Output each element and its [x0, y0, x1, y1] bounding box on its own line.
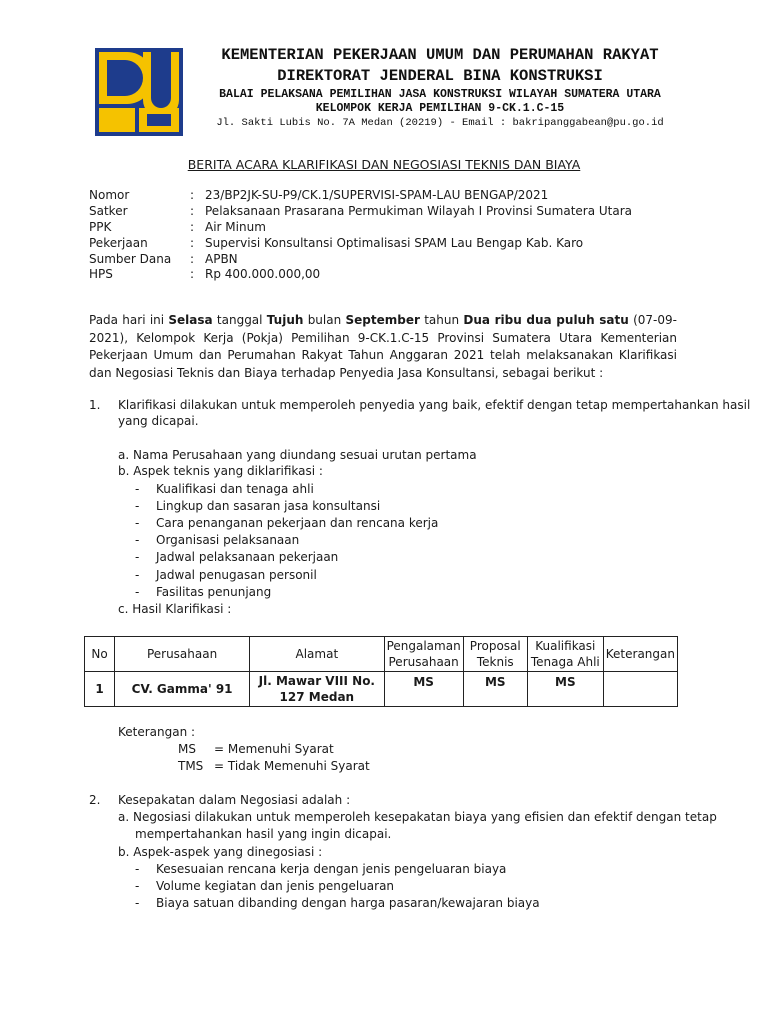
meta-row-sumber-dana: Sumber Dana : APBN [89, 252, 238, 266]
legend-title: Keterangan : [118, 725, 196, 739]
col-proposal: Proposal Teknis [463, 637, 527, 672]
meta-value: Air Minum [205, 220, 266, 234]
bullet-item: Kualifikasi dan tenaga ahli [156, 482, 314, 496]
bullet-item: Lingkup dan sasaran jasa konsultansi [156, 499, 381, 513]
bullet-item: Kesesuaian rencana kerja dengan jenis pengeluaran biaya [156, 862, 507, 876]
cell-keterangan [603, 672, 677, 707]
cell-pengalaman: MS [384, 672, 463, 707]
meta-row-hps: HPS : Rp 400.000.000,00 [89, 267, 321, 281]
meta-value: APBN [205, 252, 238, 266]
bullet-item: Jadwal pelaksanaan pekerjaan [156, 550, 339, 564]
section2-item-a: a. Negosiasi dilakukan untuk memperoleh kesepakatan biaya yang efisien dan efektif dengan tetap [118, 810, 717, 824]
meta-key: HPS [89, 267, 113, 281]
table-row [85, 672, 678, 707]
col-perusahaan: Perusahaan [115, 637, 250, 672]
bullet-item: Fasilitas penunjang [156, 585, 272, 599]
header-ministry: KEMENTERIAN PEKERJAAN UMUM DAN PERUMAHAN RAKYAT [221, 46, 659, 64]
col-keterangan: Keterangan [603, 637, 677, 672]
header-pokja: KELOMPOK KERJA PEMILIHAN 9-CK.1.C-15 [315, 102, 565, 115]
section2-number: 2. [89, 793, 101, 807]
header-address: Jl. Sakti Lubis No. 7A Medan (20219) - Email : bakripanggabean@pu.go.id [216, 117, 664, 129]
legend-ms-value: = Memenuhi Syarat [214, 742, 334, 756]
intro-date: Tujuh [266, 313, 304, 327]
meta-key: Nomor [89, 188, 130, 202]
meta-value: Pelaksanaan Prasarana Permukiman Wilayah I Provinsi Sumatera Utara [205, 204, 633, 218]
bullet-item: Volume kegiatan dan jenis pengeluaran [156, 879, 395, 893]
cell-no: 1 [85, 672, 115, 707]
table-header-row [85, 637, 678, 672]
intro-month: September [345, 313, 420, 327]
col-kualifikasi: Kualifikasi Tenaga Ahli [527, 637, 603, 672]
cell-kualifikasi: MS [527, 672, 603, 707]
document-title: BERITA ACARA KLARIFIKASI DAN NEGOSIASI TEKNIS DAN BIAYA [187, 157, 581, 172]
meta-value: 23/BP2JK-SU-P9/CK.1/SUPERVISI-SPAM-LAU BENGAP/2021 [205, 188, 549, 202]
section1-item-b: b. Aspek teknis yang diklarifikasi : [118, 464, 323, 478]
meta-row-pekerjaan: Pekerjaan : Supervisi Konsultansi Optimalisasi SPAM Lau Bengap Kab. Karo [89, 236, 584, 250]
section1-number: 1. [89, 398, 101, 412]
intro-day: Selasa [168, 313, 213, 327]
legend-tms-key: TMS [178, 759, 204, 773]
cell-perusahaan: CV. Gamma' 91 [115, 672, 250, 707]
legend-ms-key: MS [178, 742, 196, 756]
section1-item-a: a. Nama Perusahaan yang diundang sesuai urutan pertama [118, 448, 477, 462]
section1-text-cont: yang dicapai. [118, 414, 199, 428]
col-pengalaman: Pengalaman Perusahaan [384, 637, 463, 672]
cell-alamat: Jl. Mawar VIII No. 127 Medan [250, 672, 385, 707]
bullet-item: Jadwal penugasan personil [156, 568, 317, 582]
meta-row-nomor: Nomor : 23/BP2JK-SU-P9/CK.1/SUPERVISI-SPAM-LAU BENGAP/2021 [89, 188, 549, 202]
bullet-item: Cara penanganan pekerjaan dan rencana kerja [156, 516, 439, 530]
intro-year: Dua ribu dua puluh satu [463, 313, 629, 327]
bullet-item: Biaya satuan dibanding dengan harga pasaran/kewajaran biaya [156, 896, 540, 910]
section1-text: Klarifikasi dilakukan untuk memperoleh penyedia yang baik, efektif dengan tetap mempertahankan hasil [118, 398, 751, 412]
meta-key: PPK [89, 220, 112, 234]
cell-proposal: MS [463, 672, 527, 707]
meta-value: Supervisi Konsultansi Optimalisasi SPAM Lau Bengap Kab. Karo [205, 236, 584, 250]
intro-paragraph: Pada hari ini Selasa tanggal Tujuh bulan September tahun Dua ribu dua puluh satu (07-09-2021), Kelompok Kerja (Pokja) Pemilihan 9-CK.1.C-15 Provinsi Sumatera Utara Kementerian Pekerjaan Umum dan Perumahan Rakyat Tahun Anggaran 2021 telah melaksanakan Klarifikasi dan Negosiasi Teknis dan Biaya terhadap Penyedia Jasa Konsultansi, sebagai berikut : [89, 313, 677, 380]
section2-item-b: b. Aspek-aspek yang dinegosiasi : [118, 845, 323, 859]
meta-value: Rp 400.000.000,00 [205, 267, 321, 281]
section1-item-c: c. Hasil Klarifikasi : [118, 602, 232, 616]
section2-item-a-cont: mempertahankan hasil yang ingin dicapai. [135, 827, 392, 841]
klarifikasi-table [84, 636, 678, 707]
section2-text: Kesepakatan dalam Negosiasi adalah : [118, 793, 351, 807]
meta-row-satker: Satker : Pelaksanaan Prasarana Permukiman Wilayah I Provinsi Sumatera Utara [89, 204, 633, 218]
header-balai: BALAI PELAKSANA PEMILIHAN JASA KONSTRUKSI WILAYAH SUMATERA UTARA [219, 88, 661, 101]
legend-tms-value: = Tidak Memenuhi Syarat [214, 759, 370, 773]
meta-key: Pekerjaan [89, 236, 148, 250]
col-no: No [85, 637, 115, 672]
header-directorate: DIREKTORAT JENDERAL BINA KONSTRUKSI [277, 67, 603, 85]
bullet-item: Organisasi pelaksanaan [156, 533, 300, 547]
col-alamat: Alamat [250, 637, 385, 672]
meta-key: Sumber Dana [89, 252, 172, 266]
meta-key: Satker [89, 204, 128, 218]
meta-row-ppk: PPK : Air Minum [89, 220, 266, 234]
